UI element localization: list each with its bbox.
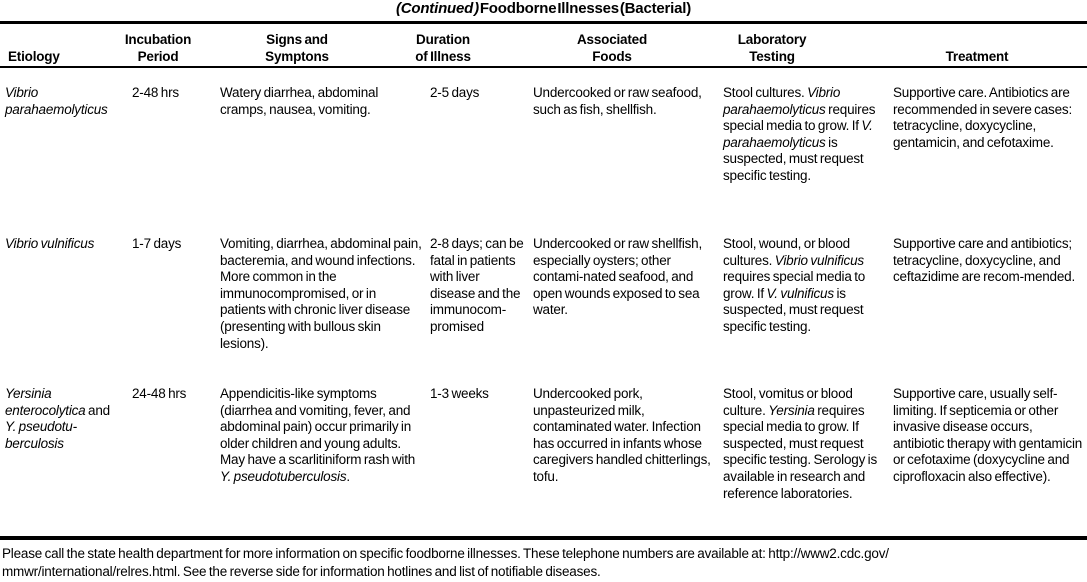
cell-treatment: Supportive care. Antibiotics are recommended in severe cases: tetracycline, doxycycline, gentamicin, and cefotaxime. xyxy=(893,85,1072,150)
column-header-duration xyxy=(393,28,493,65)
header-line: of Illness xyxy=(415,49,471,64)
header-line: Incubation xyxy=(124,32,192,47)
header-divider-rule xyxy=(0,66,1087,68)
page-title xyxy=(0,1,1087,18)
title-main-label: Foodborne Illnesses (Bacterial) xyxy=(478,0,692,17)
cell-treatment: Supportive care and antibiotics; tetracycline, doxycycline, and ceftazidime are recom-mended. xyxy=(893,236,1076,285)
footer-divider-rule xyxy=(0,536,1087,540)
cell-associated-foods: Undercooked pork, unpasteurized milk, contaminated water. Infection has occurred in infants whose caregivers handled chitterlings, tofu. xyxy=(533,386,711,484)
cell-incubation-period: 1-7 days xyxy=(132,236,182,251)
cell-associated-foods: Undercooked or raw shellfish, especially oysters; other contami-nated seafood, and open wounds exposed to sea water. xyxy=(533,236,703,318)
cell-incubation-period: 24-48 hrs xyxy=(132,386,187,401)
footer-note xyxy=(2,545,1085,581)
header-line: Associated xyxy=(576,32,648,47)
header-line: Duration xyxy=(416,32,470,47)
column-header-associated-foods xyxy=(560,28,664,65)
header-line: Symptons xyxy=(265,49,329,64)
column-header-signs-symptoms xyxy=(245,28,349,65)
cell-treatment: Supportive care, usually self-limiting. If septicemia or other invasive disease occurs, antibiotic therapy with gentamicin or cefotaxime (doxycycline and ciprofloxacin also effective). xyxy=(893,386,1083,484)
cell-laboratory-testing: Stool cultures. Vibrio parahaemolyticus requires special media to grow. If V. parahaemolyticus is suspected, must request specific testing. xyxy=(723,85,876,183)
header-line: Foods xyxy=(592,49,632,64)
header-line: Laboratory xyxy=(737,32,807,47)
cell-laboratory-testing: Stool, wound, or blood cultures. Vibrio vulnificus requires special media to grow. If V. vulnificus is suspected, must request specific testing. xyxy=(723,236,866,334)
title-continued-label: (Continued ) xyxy=(395,0,479,17)
cell-duration: 2-8 days; can be fatal in patients with liver disease and the immunocom-promised xyxy=(430,236,524,334)
cell-associated-foods: Undercooked or raw seafood, such as fish, shellfish. xyxy=(533,85,702,117)
header-line: Etiology xyxy=(8,49,60,64)
footer-line: mmwr/international/relres.html. See the reverse side for information hotlines and list of notifiable diseases. xyxy=(2,564,601,579)
column-header-incubation-period xyxy=(110,28,206,65)
cell-etiology: Yersinia enterocolytica and Y. pseudotu-berculosis xyxy=(5,386,110,451)
header-line: Testing xyxy=(749,49,795,64)
header-line: Period xyxy=(137,49,179,64)
title-divider-rule xyxy=(0,21,1087,24)
column-header-laboratory-testing xyxy=(720,28,824,65)
column-header-etiology xyxy=(8,28,118,65)
cell-signs-symptoms: Watery diarrhea, abdominal cramps, nausea, vomiting. xyxy=(220,85,379,117)
header-line: Signs and xyxy=(266,32,328,47)
column-header-treatment xyxy=(925,28,1029,65)
header-line: Treatment xyxy=(945,49,1009,64)
cell-incubation-period: 2-48 hrs xyxy=(132,85,179,100)
cell-etiology: Vibrio vulnificus xyxy=(5,236,95,251)
cell-duration: 2-5 days xyxy=(430,85,480,100)
cell-duration: 1-3 weeks xyxy=(430,386,489,401)
cell-signs-symptoms: Appendicitis-like symptoms (diarrhea and vomiting, fever, and abdominal pain) occur primarily in older children and young adults. May have a scarlitiniform rash with Y. pseudotuberculosis. xyxy=(220,386,416,484)
cell-laboratory-testing: Stool, vomitus or blood culture. Yersinia requires special media to grow. If suspected, must request specific testing. Serology is available in research and reference laboratories. xyxy=(723,386,878,501)
cell-signs-symptoms: Vomiting, diarrhea, abdominal pain, bacteremia, and wound infections. More common in the immunocompromised, or in patients with chronic liver disease (presenting with bullous skin lesions). xyxy=(220,236,422,351)
cell-etiology: Vibrio parahaemolyticus xyxy=(5,85,108,117)
footer-line: Please call the state health department for more information on specific foodborne illnesses. These telephone numbers are available at: http://www2.cdc.gov/ xyxy=(2,546,889,561)
